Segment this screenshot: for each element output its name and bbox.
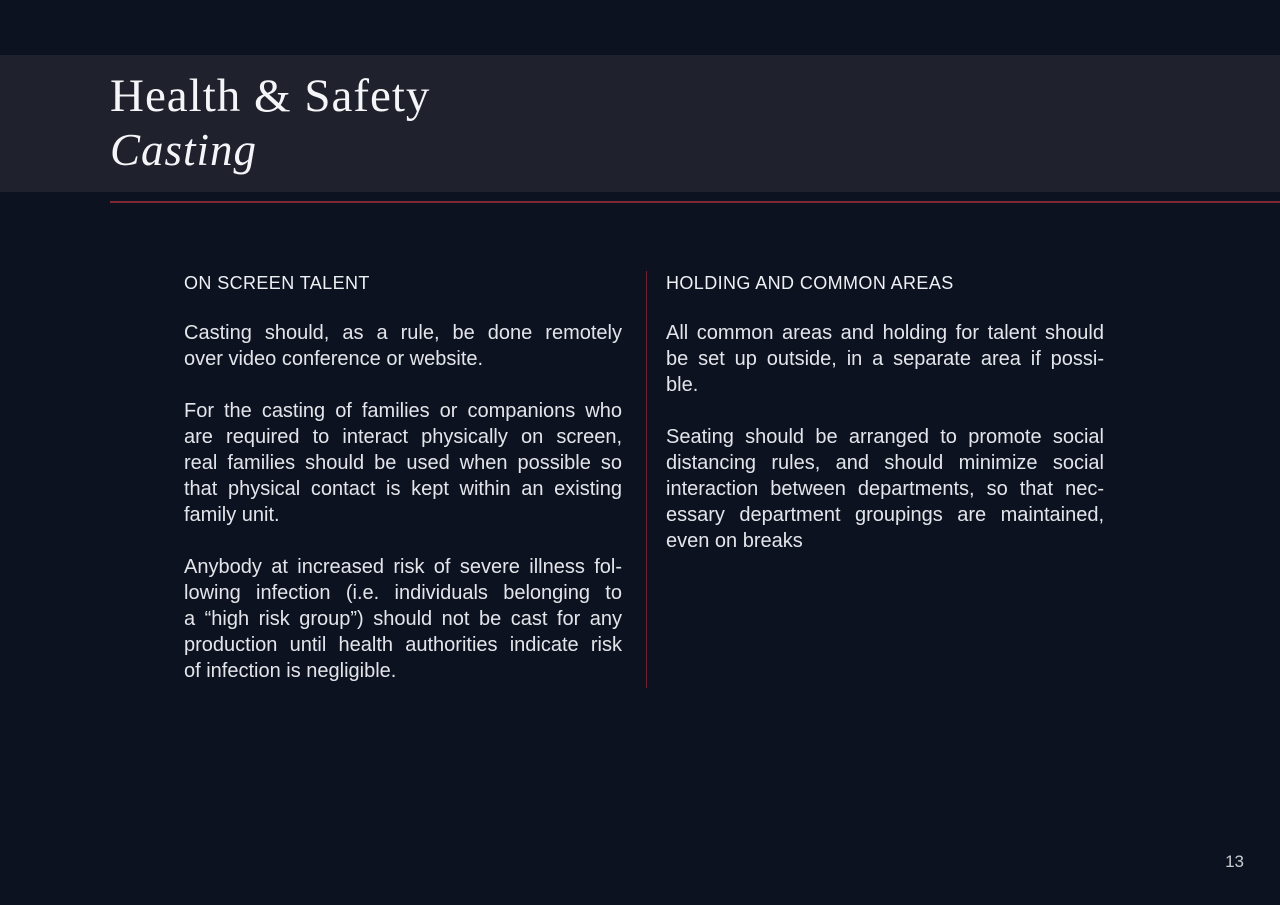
page-title: Health & Safety: [110, 70, 431, 122]
text-line: interaction between departments, so that nec-: [666, 478, 1104, 500]
text-line: be set up outside, in a separate area if possi-: [666, 348, 1104, 370]
title-block: [110, 69, 430, 176]
text-line: production until health authorities indicate risk: [184, 634, 622, 656]
title-underline-rule: [110, 201, 1280, 203]
text-line: essary department groupings are maintained,: [666, 504, 1104, 526]
page-subtitle: Casting: [110, 125, 258, 175]
text-line: ble.: [666, 374, 699, 396]
column-heading: ON SCREEN TALENT: [184, 273, 370, 293]
text-line: Casting should, as a rule, be done remotely: [184, 322, 622, 344]
text-line: a “high risk group”) should not be cast for any: [184, 608, 622, 630]
column-holding-common-areas: [666, 272, 1104, 554]
body-paragraph: [184, 398, 622, 528]
text-line: that physical contact is kept within an existing: [184, 478, 622, 500]
text-line: All common areas and holding for talent should: [666, 322, 1104, 344]
text-line: family unit.: [184, 504, 280, 526]
text-line: real families should be used when possible so: [184, 452, 622, 474]
text-line: Seating should be arranged to promote social: [666, 426, 1104, 448]
text-line: Anybody at increased risk of severe illness fol-: [184, 556, 622, 578]
text-line: are required to interact physically on screen,: [184, 426, 622, 448]
column-divider: [646, 271, 647, 688]
text-line: lowing infection (i.e. individuals belonging to: [184, 582, 622, 604]
body-paragraph: [666, 424, 1104, 554]
text-line: distancing rules, and should minimize social: [666, 452, 1104, 474]
text-line: For the casting of families or companions who: [184, 400, 622, 422]
text-line: even on breaks: [666, 530, 803, 552]
text-line: over video conference or website.: [184, 348, 484, 370]
title-band: [0, 55, 1280, 192]
column-on-screen-talent: [184, 272, 622, 684]
body-paragraph: [184, 320, 622, 372]
page-number: 13: [1225, 852, 1244, 871]
text-line: of infection is negligible.: [184, 660, 397, 682]
column-heading: HOLDING AND COMMON AREAS: [666, 273, 954, 293]
content-columns: [184, 272, 1104, 688]
body-paragraph: [666, 320, 1104, 398]
body-paragraph: [184, 554, 622, 684]
